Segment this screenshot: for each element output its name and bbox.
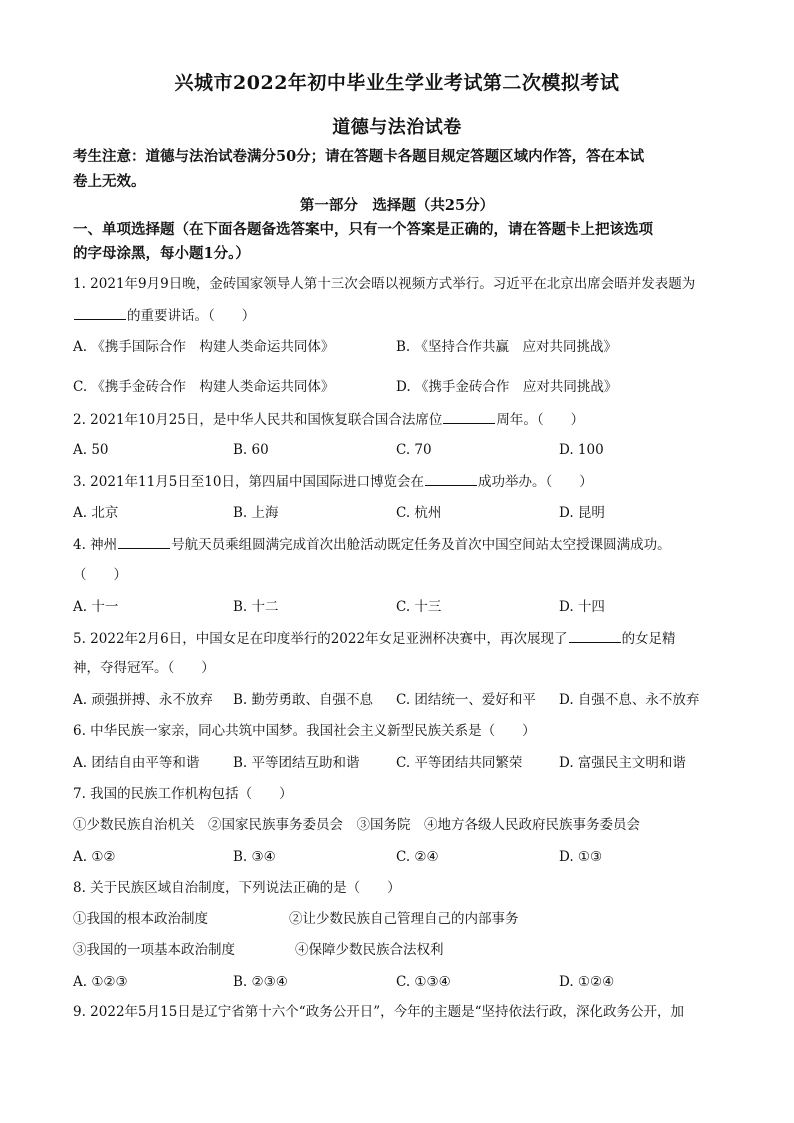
statement-item: ④保障少数民族合法权利	[295, 942, 444, 958]
question-4-text: 4. 神州 号航天员乘组圆满完成首次出舱活动既定任务及首次中国空间站太空授课圆满成功。	[73, 537, 671, 553]
option-b[interactable]: B. 60	[233, 442, 269, 458]
option-c[interactable]: C. 团结统一、爱好和平	[396, 692, 536, 708]
option-c[interactable]: C. 平等团结共同繁荣	[396, 755, 523, 771]
question-7-text: 7. 我国的民族工作机构包括（ ）	[73, 786, 293, 802]
option-a[interactable]: A. 团结自由平等和谐	[73, 755, 200, 771]
section-instruction-1: 一、单项选择题（在下面各题备选答案中，只有一个答案是正确的，请在答题卡上把该选项	[73, 221, 653, 238]
option-b[interactable]: B. 《坚持合作共赢 应对共同挑战》	[396, 339, 618, 355]
option-c[interactable]: C. 十三	[396, 599, 442, 615]
notice-line-2: 卷上无效。	[73, 173, 146, 190]
option-a[interactable]: A. 《携手国际合作 构建人类命运共同体》	[73, 339, 335, 355]
option-c[interactable]: C. 杭州	[396, 505, 442, 521]
option-d[interactable]: D. 昆明	[559, 505, 605, 521]
question-1-text: 1. 2021年9月9日晚，金砖国家领导人第十三次会晤以视频方式举行。习近平在北京出席会晤并发表题为	[73, 276, 696, 292]
option-d[interactable]: D. 100	[559, 442, 604, 458]
question-6-text: 6. 中华民族一家亲，同心共筑中国梦。我国社会主义新型民族关系是（ ）	[73, 723, 536, 739]
question-4-line2: （ ）	[73, 567, 127, 583]
option-c[interactable]: C. 70	[396, 442, 432, 458]
option-c[interactable]: C. ②④	[396, 849, 439, 865]
exam-subtitle: 道德与法治试卷	[332, 117, 462, 138]
question-2-text: 2. 2021年10月25日，是中华人民共和国恢复联合国合法席位 周年。（ ）	[73, 412, 585, 428]
option-d[interactable]: D. 富强民主文明和谐	[559, 755, 686, 771]
answer-blank	[569, 629, 621, 643]
notice-line-1: 考生注意：道德与法治试卷满分50分；请在答题卡各题目规定答题区域内作答，答在本试	[73, 148, 645, 165]
question-9-text: 9. 2022年5月15日是辽宁省第十六个“政务公开日”，今年的主题是“坚持依法行政，深化政务公开，加	[73, 1004, 684, 1020]
answer-blank	[118, 535, 170, 549]
part-title: 第一部分 选择题（共25分）	[299, 197, 495, 214]
question-7-items: ①少数民族自治机关 ②国家民族事务委员会 ③国务院 ④地方各级人民政府民族事务委员会	[73, 817, 640, 833]
option-c[interactable]: C. 《携手金砖合作 构建人类命运共同体》	[73, 379, 335, 395]
section-instruction-2: 的字母涂黑，每小题1分。）	[73, 245, 250, 262]
statement-item: ①我国的根本政治制度	[73, 911, 208, 927]
question-8-text: 8. 关于民族区域自治制度，下列说法正确的是（ ）	[73, 880, 401, 896]
exam-title: 兴城市2022年初中毕业生学业考试第二次模拟考试	[174, 72, 620, 94]
answer-blank	[443, 410, 495, 424]
option-a[interactable]: A. ①②③	[73, 974, 128, 990]
option-a[interactable]: A. 50	[73, 442, 109, 458]
option-a[interactable]: A. 北京	[73, 505, 119, 521]
statement-item: ③我国的一项基本政治制度	[73, 942, 235, 958]
option-b[interactable]: B. 勤劳勇敢、自强不息	[233, 692, 374, 708]
option-a[interactable]: A. 顽强拼搏、永不放弃	[73, 692, 213, 708]
option-b[interactable]: B. 十二	[233, 599, 279, 615]
option-c[interactable]: C. ①③④	[396, 974, 451, 990]
option-a[interactable]: A. 十一	[73, 599, 119, 615]
option-b[interactable]: B. ③④	[233, 849, 276, 865]
option-b[interactable]: B. ②③④	[233, 974, 288, 990]
question-1-line2: 的重要讲话。（ ）	[73, 306, 733, 325]
answer-blank	[74, 306, 126, 320]
option-d[interactable]: D. ①②④	[559, 974, 615, 990]
question-5-line2: 神，夺得冠军。（ ）	[73, 660, 215, 676]
option-b[interactable]: B. 平等团结互助和谐	[233, 755, 360, 771]
option-d[interactable]: D. 《携手金砖合作 应对共同挑战》	[396, 379, 618, 395]
question-5-text: 5. 2022年2月6日，中国女足在印度举行的2022年女足亚洲杯决赛中，再次展现了 的女足精	[73, 631, 676, 647]
option-d[interactable]: D. 自强不息、永不放弃	[559, 692, 700, 708]
question-3-text: 3. 2021年11月5日至10日，第四届中国国际进口博览会在 成功举办。（ ）	[73, 474, 593, 490]
option-a[interactable]: A. ①②	[73, 849, 116, 865]
answer-blank	[425, 472, 477, 486]
option-d[interactable]: D. 十四	[559, 599, 605, 615]
option-b[interactable]: B. 上海	[233, 505, 279, 521]
option-d[interactable]: D. ①③	[559, 849, 603, 865]
statement-item: ②让少数民族自己管理自己的内部事务	[289, 911, 519, 927]
